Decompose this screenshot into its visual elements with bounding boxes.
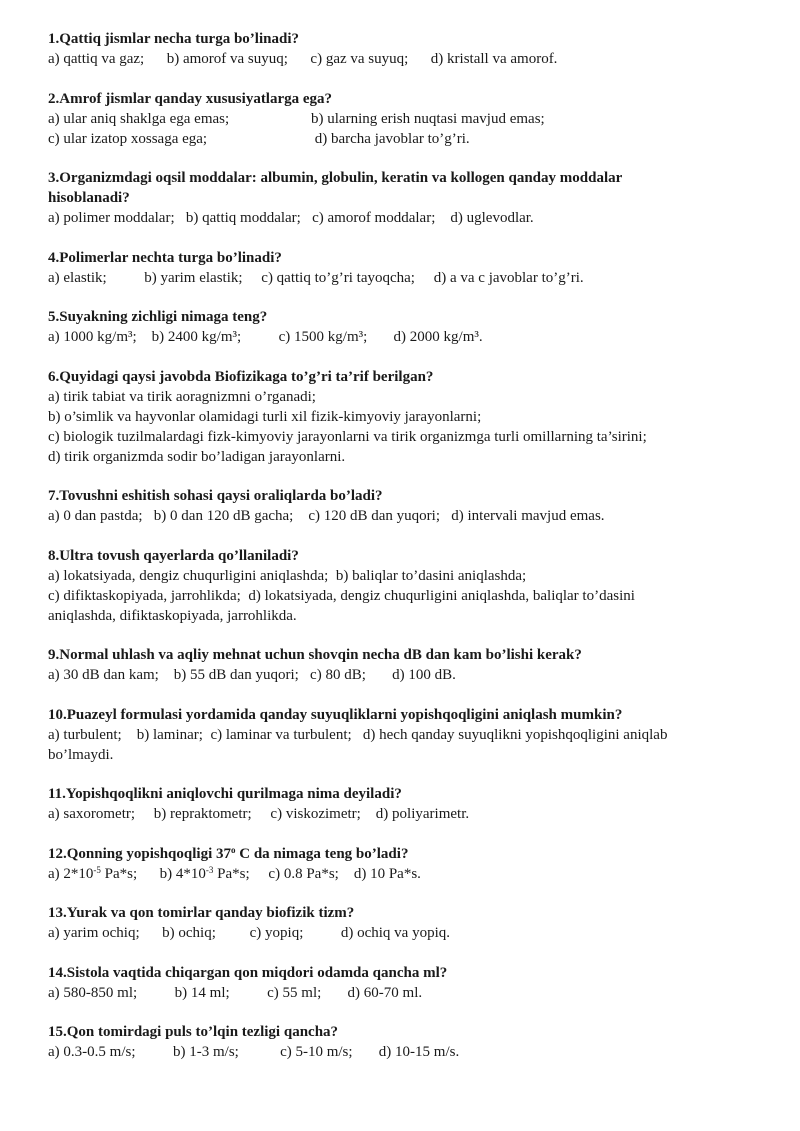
question-title: 2.Amrof jismlar qanday xususiyatlarga ega? [48,90,333,107]
answer-row [48,109,760,129]
answer-options: a) qattiq va gaz; b) amorof va suyuq; c) gaz va suyuq; d) kristall va amorof. [48,51,558,67]
question-title: 8.Ultra tovush qayerlarda qo’llaniladi? [48,547,299,564]
question-7 [48,486,760,526]
answer-options: a) 580-850 ml; b) 14 ml; c) 55 ml; d) 60-70 ml. [48,984,423,1001]
answer-options: bo’lmaydi. [48,746,114,763]
answer-options: a) 0 dan pastda; b) 0 dan 120 dB gacha; c) 120 dB dan yuqori; d) intervali mavjud emas. [48,508,605,524]
question-10 [48,705,760,765]
answer-option-a: a) 2*10 [48,865,94,882]
question-11 [48,784,760,824]
answer-option: b) ularning erish nuqtasi mavjud emas; [311,110,545,127]
question-title: 13.Yurak va qon tomirlar qanday biofizik tizm? [48,905,355,921]
question-5 [48,307,760,347]
answer-option: d) tirik organizmda sodir bo’ladigan jarayonlarni. [48,448,346,465]
question-4 [48,248,760,288]
exponent: -5 [93,864,101,875]
question-title: 7.Tovushni eshitish sohasi qaysi oraliqlarda bo’ladi? [48,488,383,504]
answer-options: c) difiktaskopiyada, jarrohlikda; d) lokatsiyada, dengiz chuqurligini aniqlashda, baliqlar to’dasini [48,587,635,604]
question-title-part: C da nimaga teng bo’ladi? [235,845,409,862]
degree-superscript: o [231,844,236,855]
question-3 [48,168,760,228]
question-9 [48,645,760,685]
exponent: -3 [205,864,214,875]
question-title [48,844,760,864]
question-title: 3.Organizmdagi oqsil moddalar: albumin, globulin, keratin va kollogen qanday moddalar hisoblanadi? [48,170,622,206]
answer-options: a) 30 dB dan kam; b) 55 dB dan yuqori; c) 80 dB; d) 100 dB. [48,667,456,683]
answer-options: aniqlashda, difiktaskopiyada, jarrohlikda. [48,607,297,624]
answer-option: c) ular izatop xossaga ega; [48,130,208,147]
answer-options: a) turbulent; b) laminar; c) laminar va turbulent; d) hech qanday suyuqlikni yopishqoqligini aniqlab [48,726,668,743]
answer-options: a) saxorometr; b) repraktometr; c) viskozimetr; d) poliyarimetr. [48,806,470,822]
answer-options: a) 0.3-0.5 m/s; b) 1-3 m/s; c) 5-10 m/s; d) 10-15 m/s. [48,1044,460,1060]
question-title: 10.Puazeyl formulasi yordamida qanday suyuqliklarni yopishqoqligini aniqlash mumkin? [48,706,623,723]
question-15 [48,1022,760,1062]
question-title: 6.Quyidagi qaysi javobda Biofizikaga to’g’ri ta’rif berilgan? [48,368,434,385]
answer-option-part: Pa*s; b) 4*10 [100,865,206,882]
answer-option-part: Pa*s; c) 0.8 Pa*s; d) 10 Pa*s. [213,865,421,882]
question-title: 15.Qon tomirdagi puls to’lqin tezligi qancha? [48,1024,339,1040]
answer-options: a) 1000 kg/m³; b) 2400 kg/m³; c) 1500 kg/m³; d) 2000 kg/m³. [48,329,483,345]
question-title-part: 12.Qonning yopishqoqligi 37 [48,845,231,862]
question-title: 14.Sistola vaqtida chiqargan qon miqdori odamda qancha ml? [48,964,448,981]
answer-row [48,129,760,149]
answer-options [48,864,760,884]
answer-option: d) barcha javoblar to’g’ri. [311,130,470,147]
answer-option: c) biologik tuzilmalardagi fizk-kimyoviy jarayonlarni va tirik organizmga turli omillarning ta’sirini; [48,428,647,445]
question-title: 9.Normal uhlash va aqliy mehnat uchun shovqin necha dB dan kam bo’lishi kerak? [48,647,582,663]
question-title: 11.Yopishqoqlikni aniqlovchi qurilmaga nima deyiladi? [48,786,402,802]
answer-options: a) elastik; b) yarim elastik; c) qattiq to’g’ri tayoqcha; d) a va c javoblar to’g’ri. [48,269,584,286]
question-8 [48,546,760,626]
question-1 [48,29,760,69]
answer-option: a) tirik tabiat va tirik aoragnizmni o’rganadi; [48,388,316,405]
question-6 [48,367,760,467]
answer-option: a) ular aniq shaklga ega emas; [48,110,230,127]
answer-options: a) yarim ochiq; b) ochiq; c) yopiq; d) ochiq va yopiq. [48,925,451,941]
answer-options: a) lokatsiyada, dengiz chuqurligini aniqlashda; b) baliqlar to’dasini aniqlashda; [48,567,527,584]
answer-option: b) o’simlik va hayvonlar olamidagi turli xil fizik-kimyoviy jarayonlarni; [48,408,482,425]
question-14 [48,963,760,1003]
answer-options: a) polimer moddalar; b) qattiq moddalar; c) amorof moddalar; d) uglevodlar. [48,210,534,226]
question-title: 4.Polimerlar nechta turga bo’linadi? [48,249,282,266]
question-2 [48,89,760,149]
question-title: 5.Suyakning zichligi nimaga teng? [48,309,268,325]
question-13 [48,903,760,943]
question-12 [48,844,760,884]
question-title: 1.Qattiq jismlar necha turga bo’linadi? [48,31,299,47]
